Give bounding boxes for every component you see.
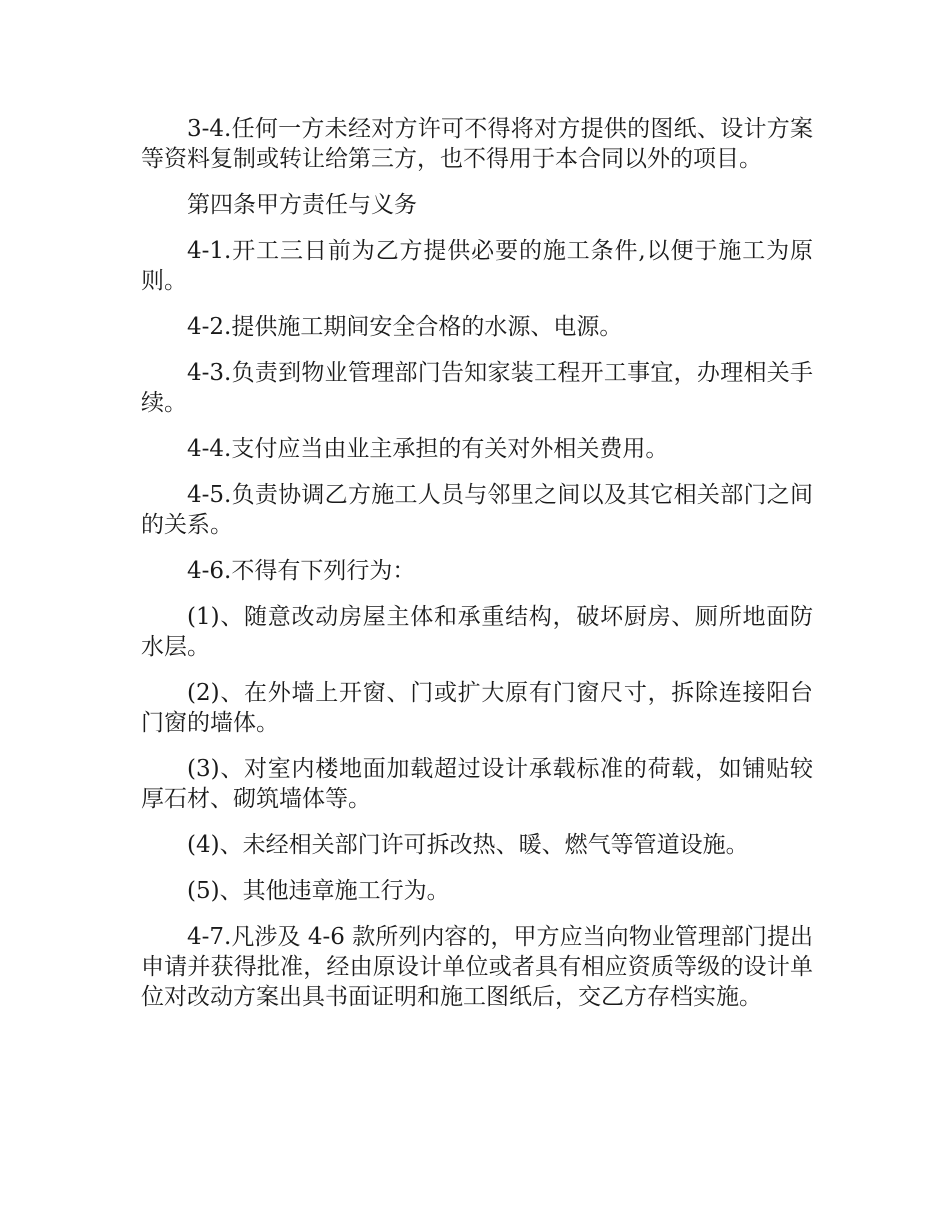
document-body xyxy=(141,114,813,1028)
paragraph-4-4: 4-4.支付应当由业主承担的有关对外相关费用。 xyxy=(187,436,669,462)
paragraph-4-3: 4-3.负责到物业管理部门告知家装工程开工事宜，办理相关手续。 xyxy=(141,360,813,416)
paragraph-4-5: 4-5.负责协调乙方施工人员与邻里之间以及其它相关部门之间的关系。 xyxy=(141,482,813,538)
paragraph-4-7: 4-7.凡涉及 4-6 款所列内容的，甲方应当向物业管理部门提出申请并获得批准，经由原设计单位或者具有相应资质等级的设计单位对改动方案出具书面证明和施工图纸后，交乙方存档实施。 xyxy=(141,924,813,1010)
list-item-1: (1)、随意改动房屋主体和承重结构，破坏厨房、厕所地面防水层。 xyxy=(141,604,813,660)
list-item-3: (3)、对室内楼地面加载超过设计承载标准的荷载，如铺贴较厚石材、砌筑墙体等。 xyxy=(141,756,813,812)
list-item-2: (2)、在外墙上开窗、门或扩大原有门窗尺寸，拆除连接阳台门窗的墙体。 xyxy=(141,680,813,736)
list-item-4: (4)、未经相关部门许可拆改热、暖、燃气等管道设施。 xyxy=(187,832,749,858)
paragraph-3-4: 3-4.任何一方未经对方许可不得将对方提供的图纸、设计方案等资料复制或转让给第三方，也不得用于本合同以外的项目。 xyxy=(141,116,813,172)
paragraph-4-2: 4-2.提供施工期间安全合格的水源、电源。 xyxy=(187,314,623,340)
section-heading-article-4: 第四条甲方责任与义务 xyxy=(187,192,417,218)
paragraph-4-1: 4-1.开工三日前为乙方提供必要的施工条件,以便于施工为原则。 xyxy=(141,238,813,294)
list-item-5: (5)、其他违章施工行为。 xyxy=(187,878,450,904)
paragraph-4-6: 4-6.不得有下列行为： xyxy=(187,558,416,584)
